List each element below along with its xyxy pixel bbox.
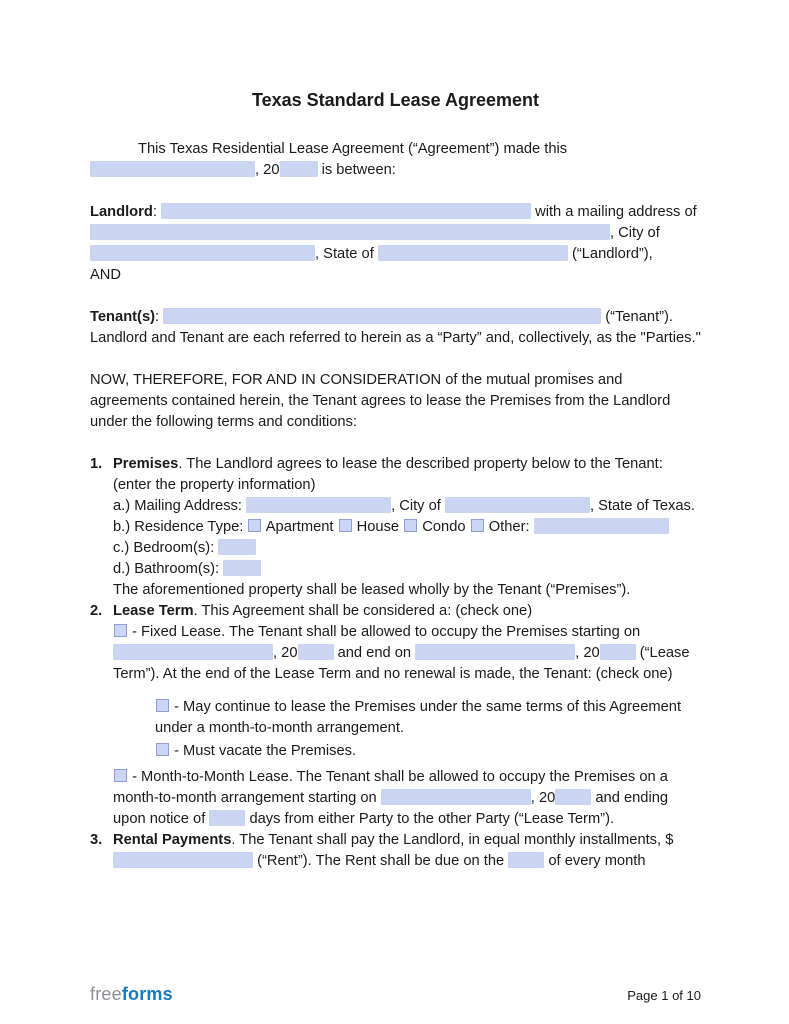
rental-payments-text-3: of every month: [544, 853, 646, 869]
premises-text: . The Landlord agrees to lease the described property below to the Tenant: (enter the property information): [113, 456, 663, 493]
option-must-vacate: [155, 741, 701, 762]
tenant-colon: :: [155, 309, 164, 325]
field-rent-due-day[interactable]: [508, 852, 544, 868]
page-number: Page 1 of 10: [627, 988, 701, 1003]
intro-text-1: This Texas Residential Lease Agreement (“Agreement”) made this: [138, 141, 568, 157]
intro-text-3: is between:: [317, 162, 396, 178]
bathrooms-label: d.) Bathroom(s):: [113, 561, 224, 577]
field-landlord-name[interactable]: [161, 203, 531, 219]
m2m-text-4: days from either Party to the other Party (“Lease Term”).: [245, 811, 615, 827]
field-bathrooms[interactable]: [223, 560, 261, 576]
other-label: Other:: [484, 519, 534, 535]
premises-a-text-1: a.) Mailing Address:: [113, 498, 247, 514]
field-premises-city[interactable]: [445, 497, 590, 513]
landlord-text-1: with a mailing address of: [531, 204, 697, 220]
lease-term-text: . This Agreement shall be considered a: (check one): [193, 603, 533, 619]
checkbox-house[interactable]: [339, 519, 352, 532]
page-title: Texas Standard Lease Agreement: [251, 90, 540, 110]
premises-closing: The aforementioned property shall be leased wholly by the Tenant (“Premises”).: [113, 582, 631, 598]
field-bedrooms[interactable]: [218, 539, 256, 555]
field-m2m-start-year[interactable]: [555, 789, 591, 805]
premises-a-text-2: , City of: [391, 498, 445, 514]
lease-term-body: [113, 601, 701, 830]
option-vacate-text: - Must vacate the Premises.: [170, 743, 357, 759]
intro-paragraph: [90, 139, 701, 181]
fixed-lease-text-5: (“Lease Term”). At the end of the Lease Term and no renewal is made, the Tenant: (check one): [113, 645, 690, 682]
item-number-1: 1.: [90, 456, 103, 472]
checkbox-continue-month-to-month[interactable]: [156, 699, 169, 712]
item-number-2: 2.: [90, 603, 103, 619]
field-agreement-date[interactable]: [90, 161, 255, 177]
premises-sub-d: [113, 559, 701, 580]
premises-sub-b: [113, 517, 701, 538]
rental-payments-text-2: (“Rent”). The Rent shall be due on the: [253, 853, 509, 869]
checkbox-month-to-month-lease[interactable]: [114, 769, 127, 782]
condo-label: Condo: [418, 519, 470, 535]
field-tenant-names[interactable]: [163, 308, 601, 324]
field-fixed-end-year[interactable]: [600, 644, 636, 660]
rental-payments-intro: [113, 830, 701, 872]
fixed-lease-text-3: and end on: [333, 645, 416, 661]
premises-label: Premises: [113, 456, 179, 472]
field-m2m-start-date[interactable]: [381, 789, 531, 805]
month-to-month-option: [113, 767, 701, 830]
premises-sub-a: [113, 496, 701, 517]
landlord-text-2: , City of: [610, 225, 660, 241]
m2m-text-1: - Month-to-Month Lease. The Tenant shall be allowed to occupy the Premises on a month-to-month arrangement starting on: [113, 769, 668, 806]
list-item-premises: [90, 454, 701, 601]
item-number-3: 3.: [90, 832, 103, 848]
landlord-colon: :: [152, 204, 161, 220]
field-premises-mailing-address[interactable]: [246, 497, 391, 513]
option-continue-month-to-month: [155, 697, 701, 739]
landlord-text-3: , State of: [315, 246, 378, 262]
lease-term-label: Lease Term: [113, 603, 194, 619]
apartment-label: Apartment: [262, 519, 338, 535]
field-landlord-city[interactable]: [90, 245, 315, 261]
lease-term-intro: [113, 601, 701, 622]
checkbox-other[interactable]: [471, 519, 484, 532]
intro-text-2: , 20: [255, 162, 280, 178]
landlord-label: Landlord: [90, 204, 153, 220]
page-footer: [90, 984, 701, 1006]
checkbox-condo[interactable]: [404, 519, 417, 532]
field-landlord-mailing-address[interactable]: [90, 224, 610, 240]
brand-forms: forms: [121, 984, 173, 1004]
field-residence-type-other[interactable]: [534, 518, 669, 534]
field-landlord-state[interactable]: [378, 245, 568, 261]
rental-payments-label: Rental Payments: [113, 832, 232, 848]
tenant-text-1: (“Tenant”). Landlord and Tenant are each referred to herein as a “Party” and, collectively, as the "Parties.": [90, 309, 701, 346]
checkbox-fixed-lease[interactable]: [114, 624, 127, 637]
premises-intro: [113, 454, 701, 496]
field-agreement-year[interactable]: [280, 161, 318, 177]
checkbox-must-vacate[interactable]: [156, 743, 169, 756]
fixed-lease-text-1: - Fixed Lease. The Tenant shall be allowed to occupy the Premises starting on: [128, 624, 641, 640]
list-item-lease-term: [90, 601, 701, 830]
tenant-label: Tenant(s): [90, 309, 156, 325]
rental-payments-body: [113, 830, 701, 872]
consideration-paragraph: NOW, THEREFORE, FOR AND IN CONSIDERATION of the mutual promises and agreements contained herein, the Tenant agrees to lease the Premises from the Landlord under the following terms and conditions:: [90, 372, 671, 430]
document-content: [90, 88, 701, 872]
option-continue-text: - May continue to lease the Premises under the same terms of this Agreement under a month-to-month arrangement.: [155, 699, 682, 736]
brand-free: free: [90, 984, 122, 1004]
checkbox-apartment[interactable]: [248, 519, 261, 532]
premises-b-text: b.) Residence Type:: [113, 519, 248, 535]
field-fixed-end-date[interactable]: [415, 644, 575, 660]
rental-payments-text-1: . The Tenant shall pay the Landlord, in equal monthly installments, $: [231, 832, 674, 848]
tenant-paragraph: [90, 307, 701, 349]
premises-a-text-3: , State of Texas.: [589, 498, 695, 514]
field-rent-amount[interactable]: [113, 852, 253, 868]
freeforms-logo: [90, 984, 173, 1005]
fixed-lease-option: [113, 622, 701, 685]
field-fixed-start-date[interactable]: [113, 644, 273, 660]
field-fixed-start-year[interactable]: [298, 644, 334, 660]
field-m2m-notice-days[interactable]: [209, 810, 245, 826]
fixed-lease-text-2: , 20: [273, 645, 298, 661]
landlord-paragraph: [90, 202, 701, 286]
landlord-text-4: (“Landlord”),: [567, 246, 653, 262]
list-item-rental-payments: [90, 830, 701, 872]
fixed-lease-text-4: , 20: [575, 645, 600, 661]
premises-body: [113, 454, 701, 601]
landlord-and-text: AND: [90, 267, 122, 283]
m2m-text-3: and ending upon notice of: [113, 790, 669, 827]
bedrooms-label: c.) Bedroom(s):: [113, 540, 219, 556]
m2m-text-2: , 20: [530, 790, 556, 806]
premises-sub-c: [113, 538, 701, 559]
house-label: House: [352, 519, 404, 535]
